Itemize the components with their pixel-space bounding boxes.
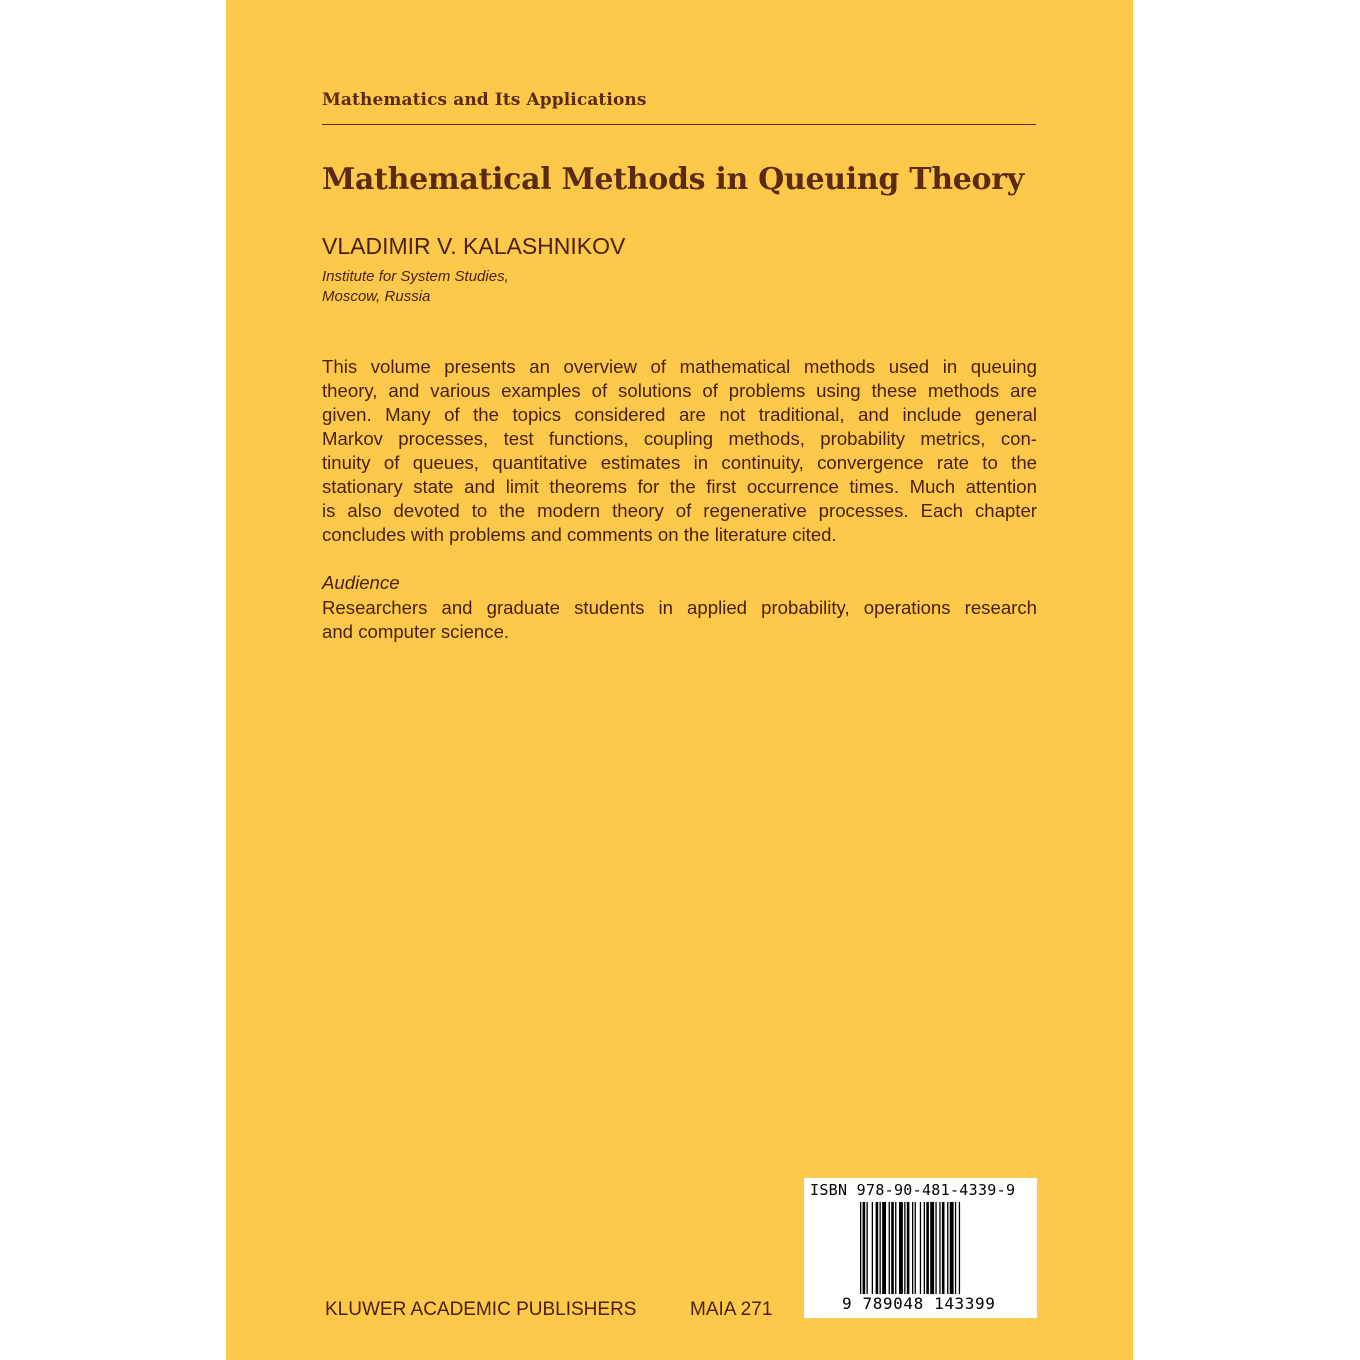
description-line: stationary state and limit theorems for the first occurrence times. Much attention bbox=[322, 476, 1037, 497]
barcode-bar bbox=[899, 1202, 903, 1294]
book-description bbox=[322, 355, 1037, 547]
barcode-bar bbox=[942, 1202, 945, 1294]
barcode-bar bbox=[924, 1202, 925, 1294]
author-name: VLADIMIR V. KALASHNIKOV bbox=[322, 233, 626, 259]
series-number: MAIA 271 bbox=[690, 1299, 773, 1320]
barcode-bar bbox=[880, 1202, 881, 1294]
description-line: This volume presents an overview of mathematical methods used in queuing bbox=[322, 356, 1037, 377]
publisher-name: KLUWER ACADEMIC PUBLISHERS bbox=[325, 1299, 637, 1320]
description-line: tinuity of queues, quantitative estimates in continuity, convergence rate to the bbox=[322, 452, 1037, 473]
barcode-bar bbox=[939, 1202, 940, 1294]
barcode-bar bbox=[907, 1202, 910, 1294]
barcode-bar bbox=[935, 1202, 936, 1294]
series-name: Mathematics and Its Applications bbox=[322, 90, 647, 110]
description-line: concludes with problems and comments on the literature cited. bbox=[322, 524, 837, 545]
barcode-bar bbox=[959, 1202, 960, 1294]
header-rule bbox=[322, 124, 1036, 125]
description-line: theory, and various examples of solutions of problems using these methods are bbox=[322, 380, 1037, 401]
isbn-barcode bbox=[804, 1178, 1037, 1318]
barcode-bar bbox=[950, 1202, 954, 1294]
barcode-bar bbox=[930, 1202, 934, 1294]
audience-line: Researchers and graduate students in applied probability, operations research bbox=[322, 597, 1037, 618]
barcode-bar bbox=[863, 1202, 866, 1294]
affiliation-line: Moscow, Russia bbox=[322, 288, 431, 305]
barcode-bar bbox=[904, 1202, 905, 1294]
barcode-bar bbox=[955, 1202, 956, 1294]
barcode-bar bbox=[920, 1202, 921, 1294]
barcode-bar bbox=[947, 1202, 948, 1294]
description-line: is also devoted to the modern theory of regenerative processes. Each chapter bbox=[322, 500, 1037, 521]
audience-heading: Audience bbox=[322, 572, 400, 593]
barcode-bar bbox=[915, 1202, 916, 1294]
barcode-bar bbox=[876, 1202, 879, 1294]
author-affiliation bbox=[322, 267, 509, 307]
barcode-bar bbox=[895, 1202, 896, 1294]
description-line: Markov processes, test functions, coupling methods, probability metrics, con- bbox=[322, 428, 1037, 449]
book-title: Mathematical Methods in Queuing Theory bbox=[322, 162, 1024, 197]
barcode-bar bbox=[926, 1202, 929, 1294]
barcode-bar bbox=[891, 1202, 894, 1294]
audience-line: and computer science. bbox=[322, 621, 510, 642]
affiliation-line: Institute for System Studies, bbox=[322, 268, 509, 285]
barcode-bar bbox=[882, 1202, 886, 1294]
barcode-digits: 9 789048 143399 bbox=[842, 1294, 996, 1313]
book-back-cover bbox=[226, 0, 1133, 1360]
barcode-icon bbox=[860, 1202, 1000, 1296]
description-line: given. Many of the topics considered are not traditional, and include general bbox=[322, 404, 1037, 425]
isbn-label: ISBN 978-90-481-4339-9 bbox=[810, 1181, 1016, 1199]
audience-text bbox=[322, 596, 1037, 644]
barcode-bar bbox=[860, 1202, 861, 1294]
barcode-bar bbox=[867, 1202, 868, 1294]
barcode-bar bbox=[872, 1202, 873, 1294]
barcode-bar bbox=[889, 1202, 890, 1294]
barcode-bar bbox=[912, 1202, 913, 1294]
